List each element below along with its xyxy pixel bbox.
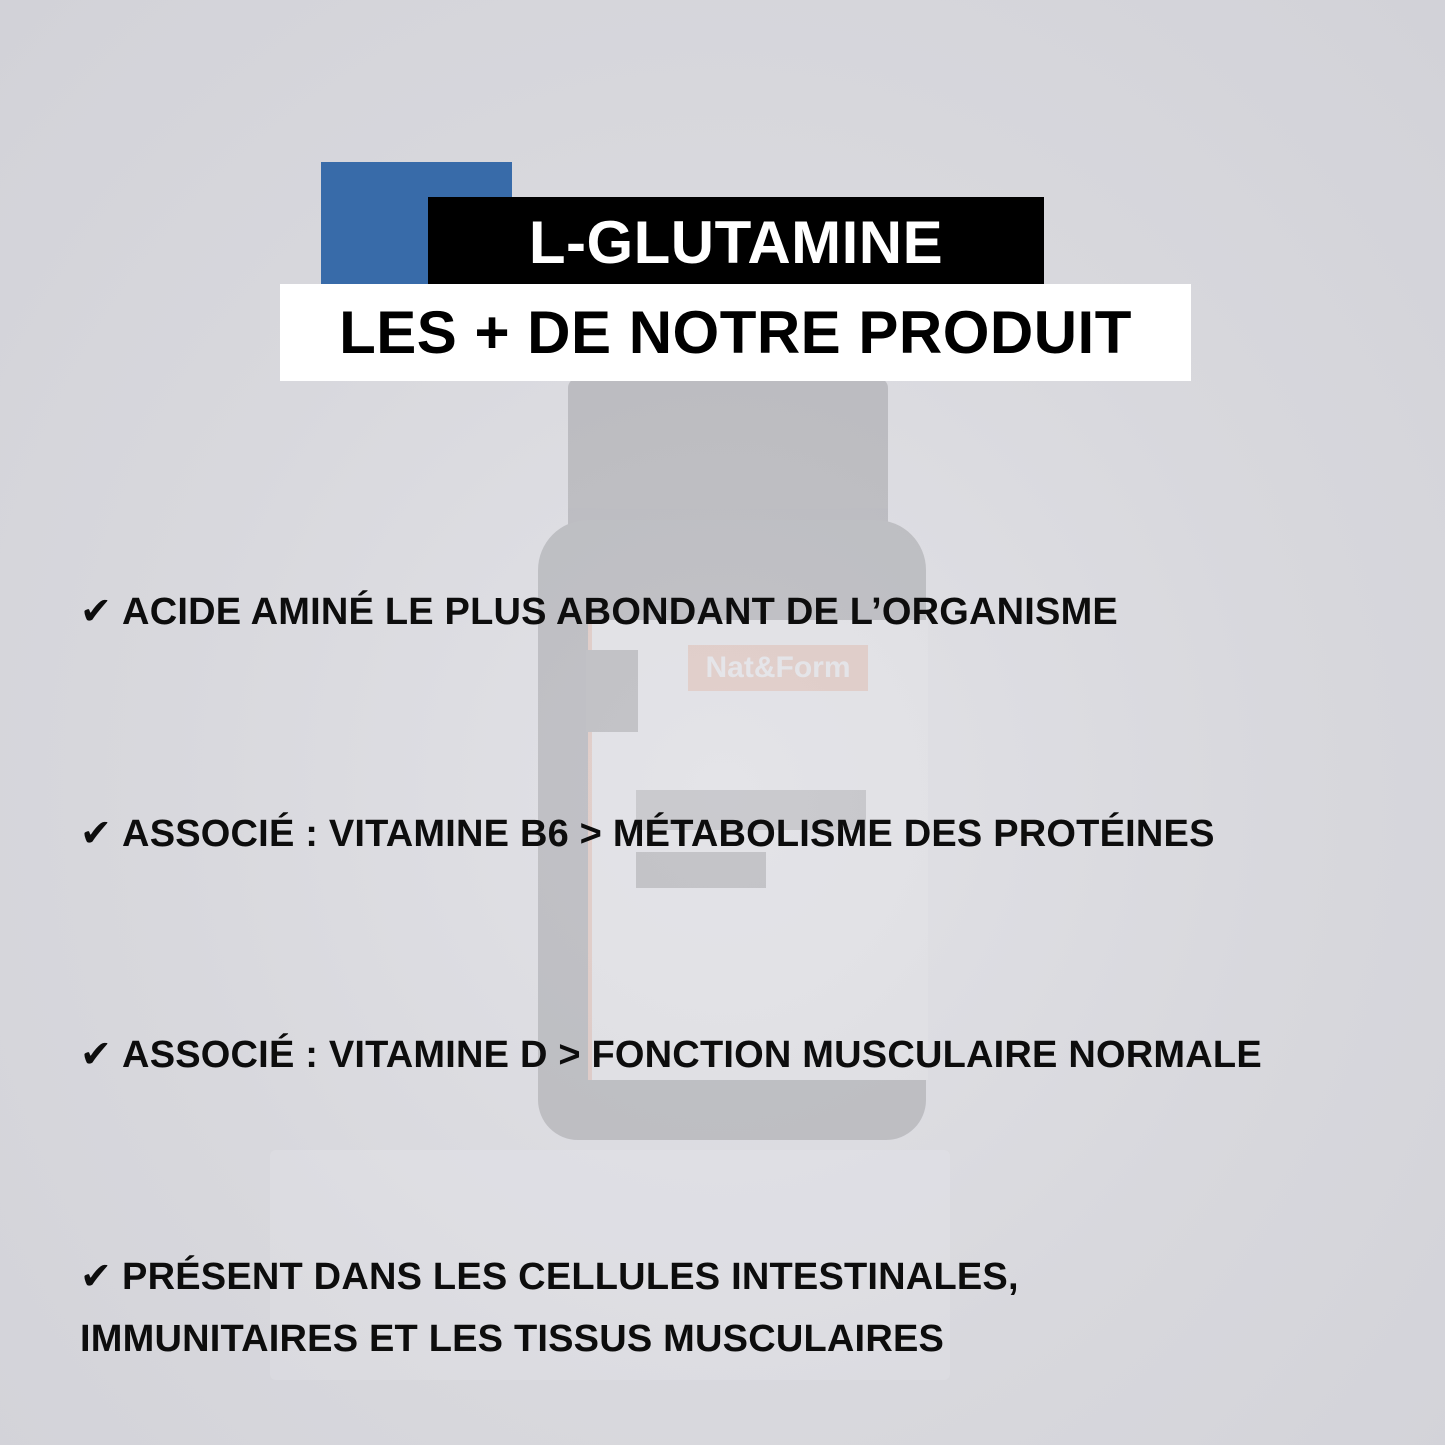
benefit-text: ACIDE AMINÉ LE PLUS ABONDANT DE L’ORGANISME — [122, 591, 1118, 633]
page-subtitle: LES + DE NOTRE PRODUIT — [280, 284, 1191, 381]
benefit-text: ASSOCIÉ : VITAMINE D > FONCTION MUSCULAIRE NORMALE — [122, 1034, 1262, 1076]
page-title: L-GLUTAMINE — [428, 197, 1044, 287]
checkmark-icon: ✔ — [80, 1034, 113, 1076]
brand-logo: Nat&Form — [688, 645, 868, 691]
benefit-item — [80, 1024, 1262, 1086]
checkmark-icon: ✔ — [80, 1256, 113, 1298]
benefit-item — [80, 803, 1215, 865]
checkmark-icon: ✔ — [80, 591, 113, 633]
benefit-item — [80, 1246, 1019, 1370]
checkmark-icon: ✔ — [80, 813, 113, 855]
benefit-text: ASSOCIÉ : VITAMINE B6 > MÉTABOLISME DES PROTÉINES — [122, 813, 1215, 855]
benefit-item — [80, 581, 1118, 643]
bottle-cap — [568, 378, 888, 528]
zero-plastic-badge — [586, 650, 638, 732]
benefit-text-line1: PRÉSENT DANS LES CELLULES INTESTINALES, — [122, 1256, 1019, 1298]
benefit-text-line2: IMMUNITAIRES ET LES TISSUS MUSCULAIRES — [80, 1318, 945, 1360]
